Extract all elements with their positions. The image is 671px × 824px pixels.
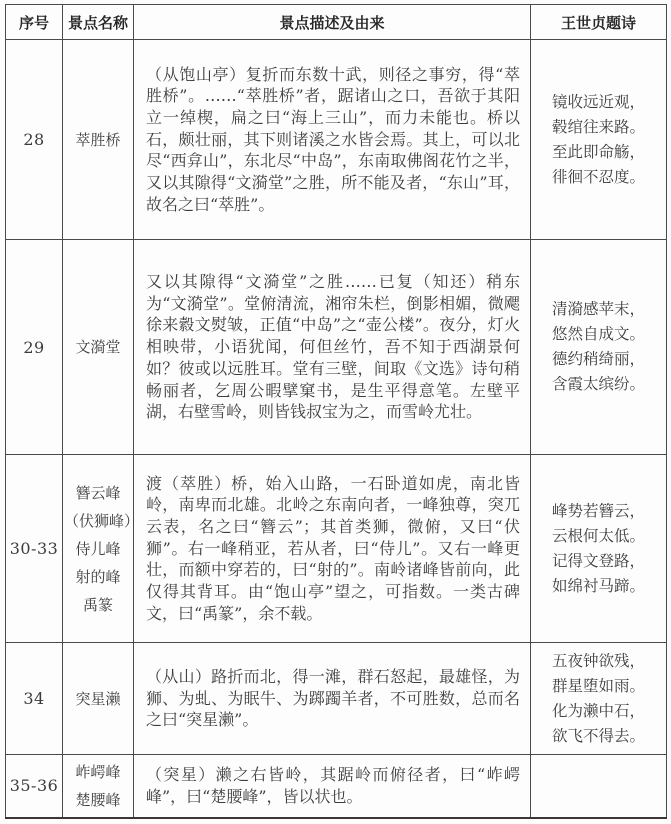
cell-poem <box>531 40 667 240</box>
table-row <box>6 240 667 455</box>
table-row <box>6 40 667 240</box>
cell-seq: 30-33 <box>6 455 63 643</box>
name-line: 文漪堂 <box>75 338 121 356</box>
cell-seq: 35-36 <box>6 755 63 818</box>
poem-line: 记得文登路， <box>551 551 645 570</box>
poem-line: 化为濑中石， <box>551 701 645 720</box>
poem-line: 欲飞不得去。 <box>551 726 645 745</box>
name-line: 岞崿峰 <box>75 762 121 781</box>
name-line: 簪云峰 <box>75 483 121 502</box>
name-line: 萃胜桥 <box>75 130 121 149</box>
poem-line: 含霞太缤纷。 <box>551 375 645 393</box>
column-header-desc: 景点描述及由来 <box>134 5 531 40</box>
cell-seq: 29 <box>6 240 63 455</box>
cell-desc: 又以其隙得“文漪堂”之胜……已复（知还）稍东为“文漪堂”。堂俯清流，湘帘朱栏，倒影相媚，微飔徐来縠文熨皱，正值“中岛”之“壶公楼”。夜分，灯火相映带，小语犹闻，何但丝竹，吾不知于西湖景何如？彼或以远胜耳。堂有三壁，间取《文选》诗句稍畅丽者，乞周公暇擘窠书，是生平得意笔。左壁平湖，右壁雪岭，则皆钱叔宝为之，而雪岭尤壮。 <box>134 240 531 455</box>
poem-block <box>552 90 645 190</box>
scenic-spots-table <box>5 4 667 819</box>
table-row <box>6 755 667 818</box>
poem-line: 徘徊不忍度。 <box>551 167 645 186</box>
poem-block <box>552 499 645 599</box>
cell-poem <box>531 455 667 643</box>
cell-name <box>63 240 134 455</box>
poem-block <box>552 297 645 397</box>
name-line: 禹篆 <box>82 595 113 614</box>
poem-line: 至此即命觞， <box>551 142 645 161</box>
poem-line: 五夜钟欲残， <box>551 651 645 670</box>
poem-line: 镜收远近观， <box>551 92 645 111</box>
cell-name <box>63 455 140 643</box>
cell-seq: 28 <box>6 40 63 240</box>
name-line: 楚腰峰 <box>75 790 121 809</box>
cell-desc: （从山）路折而北，得一滩，群石怒起，最雄怪，为狮、为虬、为眠牛、为踯躅羊者，不可胜数，总而名之曰“突星濑”。 <box>134 643 531 755</box>
table-row <box>6 643 667 755</box>
column-header-poem: 王世贞题诗 <box>531 5 667 40</box>
cell-name <box>63 755 134 818</box>
poem-line: 德约稍绮丽， <box>551 350 645 368</box>
name-line: 侍儿峰 <box>75 539 121 558</box>
cell-seq: 34 <box>6 643 63 755</box>
name-line: 突星濑 <box>75 689 121 708</box>
poem-line: 清漪感苹末， <box>551 300 645 318</box>
cell-poem <box>531 643 667 755</box>
poem-line: 峰势若簪云， <box>551 501 645 520</box>
name-line: 射的峰 <box>75 567 121 586</box>
poem-line: 悠然自成文。 <box>551 325 645 343</box>
name-line: （伏狮峰） <box>64 511 140 530</box>
poem-line: 云根何太低。 <box>551 526 645 545</box>
header-row <box>6 5 667 40</box>
poem-line: 毂绾往来路。 <box>551 117 645 136</box>
column-header-seq: 序号 <box>6 5 63 40</box>
cell-name <box>63 643 134 755</box>
cell-name <box>63 40 134 240</box>
poem-line: 群星堕如雨。 <box>551 676 645 695</box>
table-row <box>6 455 667 643</box>
cell-desc: （从饱山亭）复折而东数十武，则径之事穷，得“萃胜桥”。……“萃胜桥”者，踞诸山之口，吾欲于其阳立一绰楔，扁之曰“海上三山”，而力未能也。桥以石，颇壮丽，其下则诸溪之水皆会焉。其上，可以北尽“西弇山”，东北尽“中岛”，东南取佛阁花竹之半，又以其隙得“文漪堂”之胜，所不能及者，“东山”耳，故名之曰“萃胜”。 <box>134 40 531 240</box>
cell-desc: （突星）濑之右皆岭，其踞岭而俯径者，曰“岞崿峰”，曰“楚腰峰”，皆以状也。 <box>134 755 531 818</box>
poem-block <box>552 649 645 749</box>
cell-desc: 渡（萃胜）桥，始入山路，一石卧道如虎，南北皆岭，南卑而北雄。北岭之东南向者，一峰独尊，突兀云表，名之曰“簪云”；其首类狮，微俯，又曰“伏狮”。右一峰稍亚，若从者，曰“侍儿”。又右一峰更壮，而额中穿若的，曰“射的”。南岭诸峰皆前向，此仅得其背耳。由“饱山亭”望之，可指数。一类古碑文，曰“禹篆”，余不载。 <box>134 455 531 643</box>
cell-poem <box>531 755 667 818</box>
poem-line: 如绵衬马蹄。 <box>551 576 645 595</box>
cell-poem <box>531 240 667 455</box>
column-header-name: 景点名称 <box>63 5 134 40</box>
